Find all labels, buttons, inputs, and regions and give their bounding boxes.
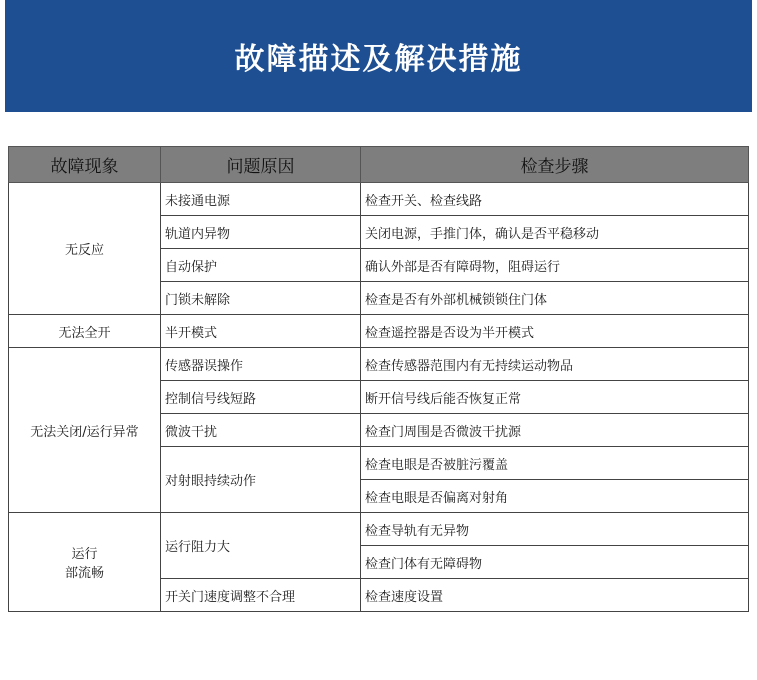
table-row bbox=[9, 513, 749, 546]
check-cell: 关闭电源，手推门体，确认是否平稳移动 bbox=[361, 216, 749, 249]
check-cell: 检查是否有外部机械锁锁住门体 bbox=[361, 282, 749, 315]
check-cell: 检查速度设置 bbox=[361, 579, 749, 612]
check-cell: 检查电眼是否偏离对射角 bbox=[361, 480, 749, 513]
check-cell: 确认外部是否有障碍物，阻碍运行 bbox=[361, 249, 749, 282]
header-check: 检查步骤 bbox=[361, 147, 749, 183]
cause-cell: 门锁未解除 bbox=[161, 282, 361, 315]
cause-cell: 对射眼持续动作 bbox=[161, 447, 361, 513]
cause-cell: 未接通电源 bbox=[161, 183, 361, 216]
table-row bbox=[9, 348, 749, 381]
check-cell: 检查开关、检查线路 bbox=[361, 183, 749, 216]
table-row bbox=[9, 183, 749, 216]
page-title: 故障描述及解决措施 bbox=[234, 42, 523, 77]
symptom-line: 部流畅 bbox=[64, 566, 104, 581]
cause-cell: 开关门速度调整不合理 bbox=[161, 579, 361, 612]
table-header-row bbox=[9, 147, 749, 183]
symptom-line: 运行 bbox=[71, 547, 98, 562]
symptom-cell: 无法关闭/运行异常 bbox=[9, 348, 161, 513]
header-cause: 问题原因 bbox=[161, 147, 361, 183]
check-cell: 检查门周围是否微波干扰源 bbox=[361, 414, 749, 447]
check-cell: 检查门体有无障碍物 bbox=[361, 546, 749, 579]
cause-cell: 运行阻力大 bbox=[161, 513, 361, 579]
symptom-cell bbox=[9, 513, 161, 612]
troubleshooting-table bbox=[8, 146, 749, 612]
check-cell: 检查导轨有无异物 bbox=[361, 513, 749, 546]
check-cell: 检查遥控器是否设为半开模式 bbox=[361, 315, 749, 348]
cause-cell: 微波干扰 bbox=[161, 414, 361, 447]
cause-cell: 半开模式 bbox=[161, 315, 361, 348]
check-cell: 检查传感器范围内有无持续运动物品 bbox=[361, 348, 749, 381]
check-cell: 检查电眼是否被脏污覆盖 bbox=[361, 447, 749, 480]
title-banner bbox=[5, 0, 752, 112]
cause-cell: 传感器误操作 bbox=[161, 348, 361, 381]
header-symptom: 故障现象 bbox=[9, 147, 161, 183]
cause-cell: 轨道内异物 bbox=[161, 216, 361, 249]
cause-cell: 自动保护 bbox=[161, 249, 361, 282]
cause-cell: 控制信号线短路 bbox=[161, 381, 361, 414]
check-cell: 断开信号线后能否恢复正常 bbox=[361, 381, 749, 414]
table-row bbox=[9, 315, 749, 348]
symptom-cell: 无反应 bbox=[9, 183, 161, 315]
symptom-cell: 无法全开 bbox=[9, 315, 161, 348]
